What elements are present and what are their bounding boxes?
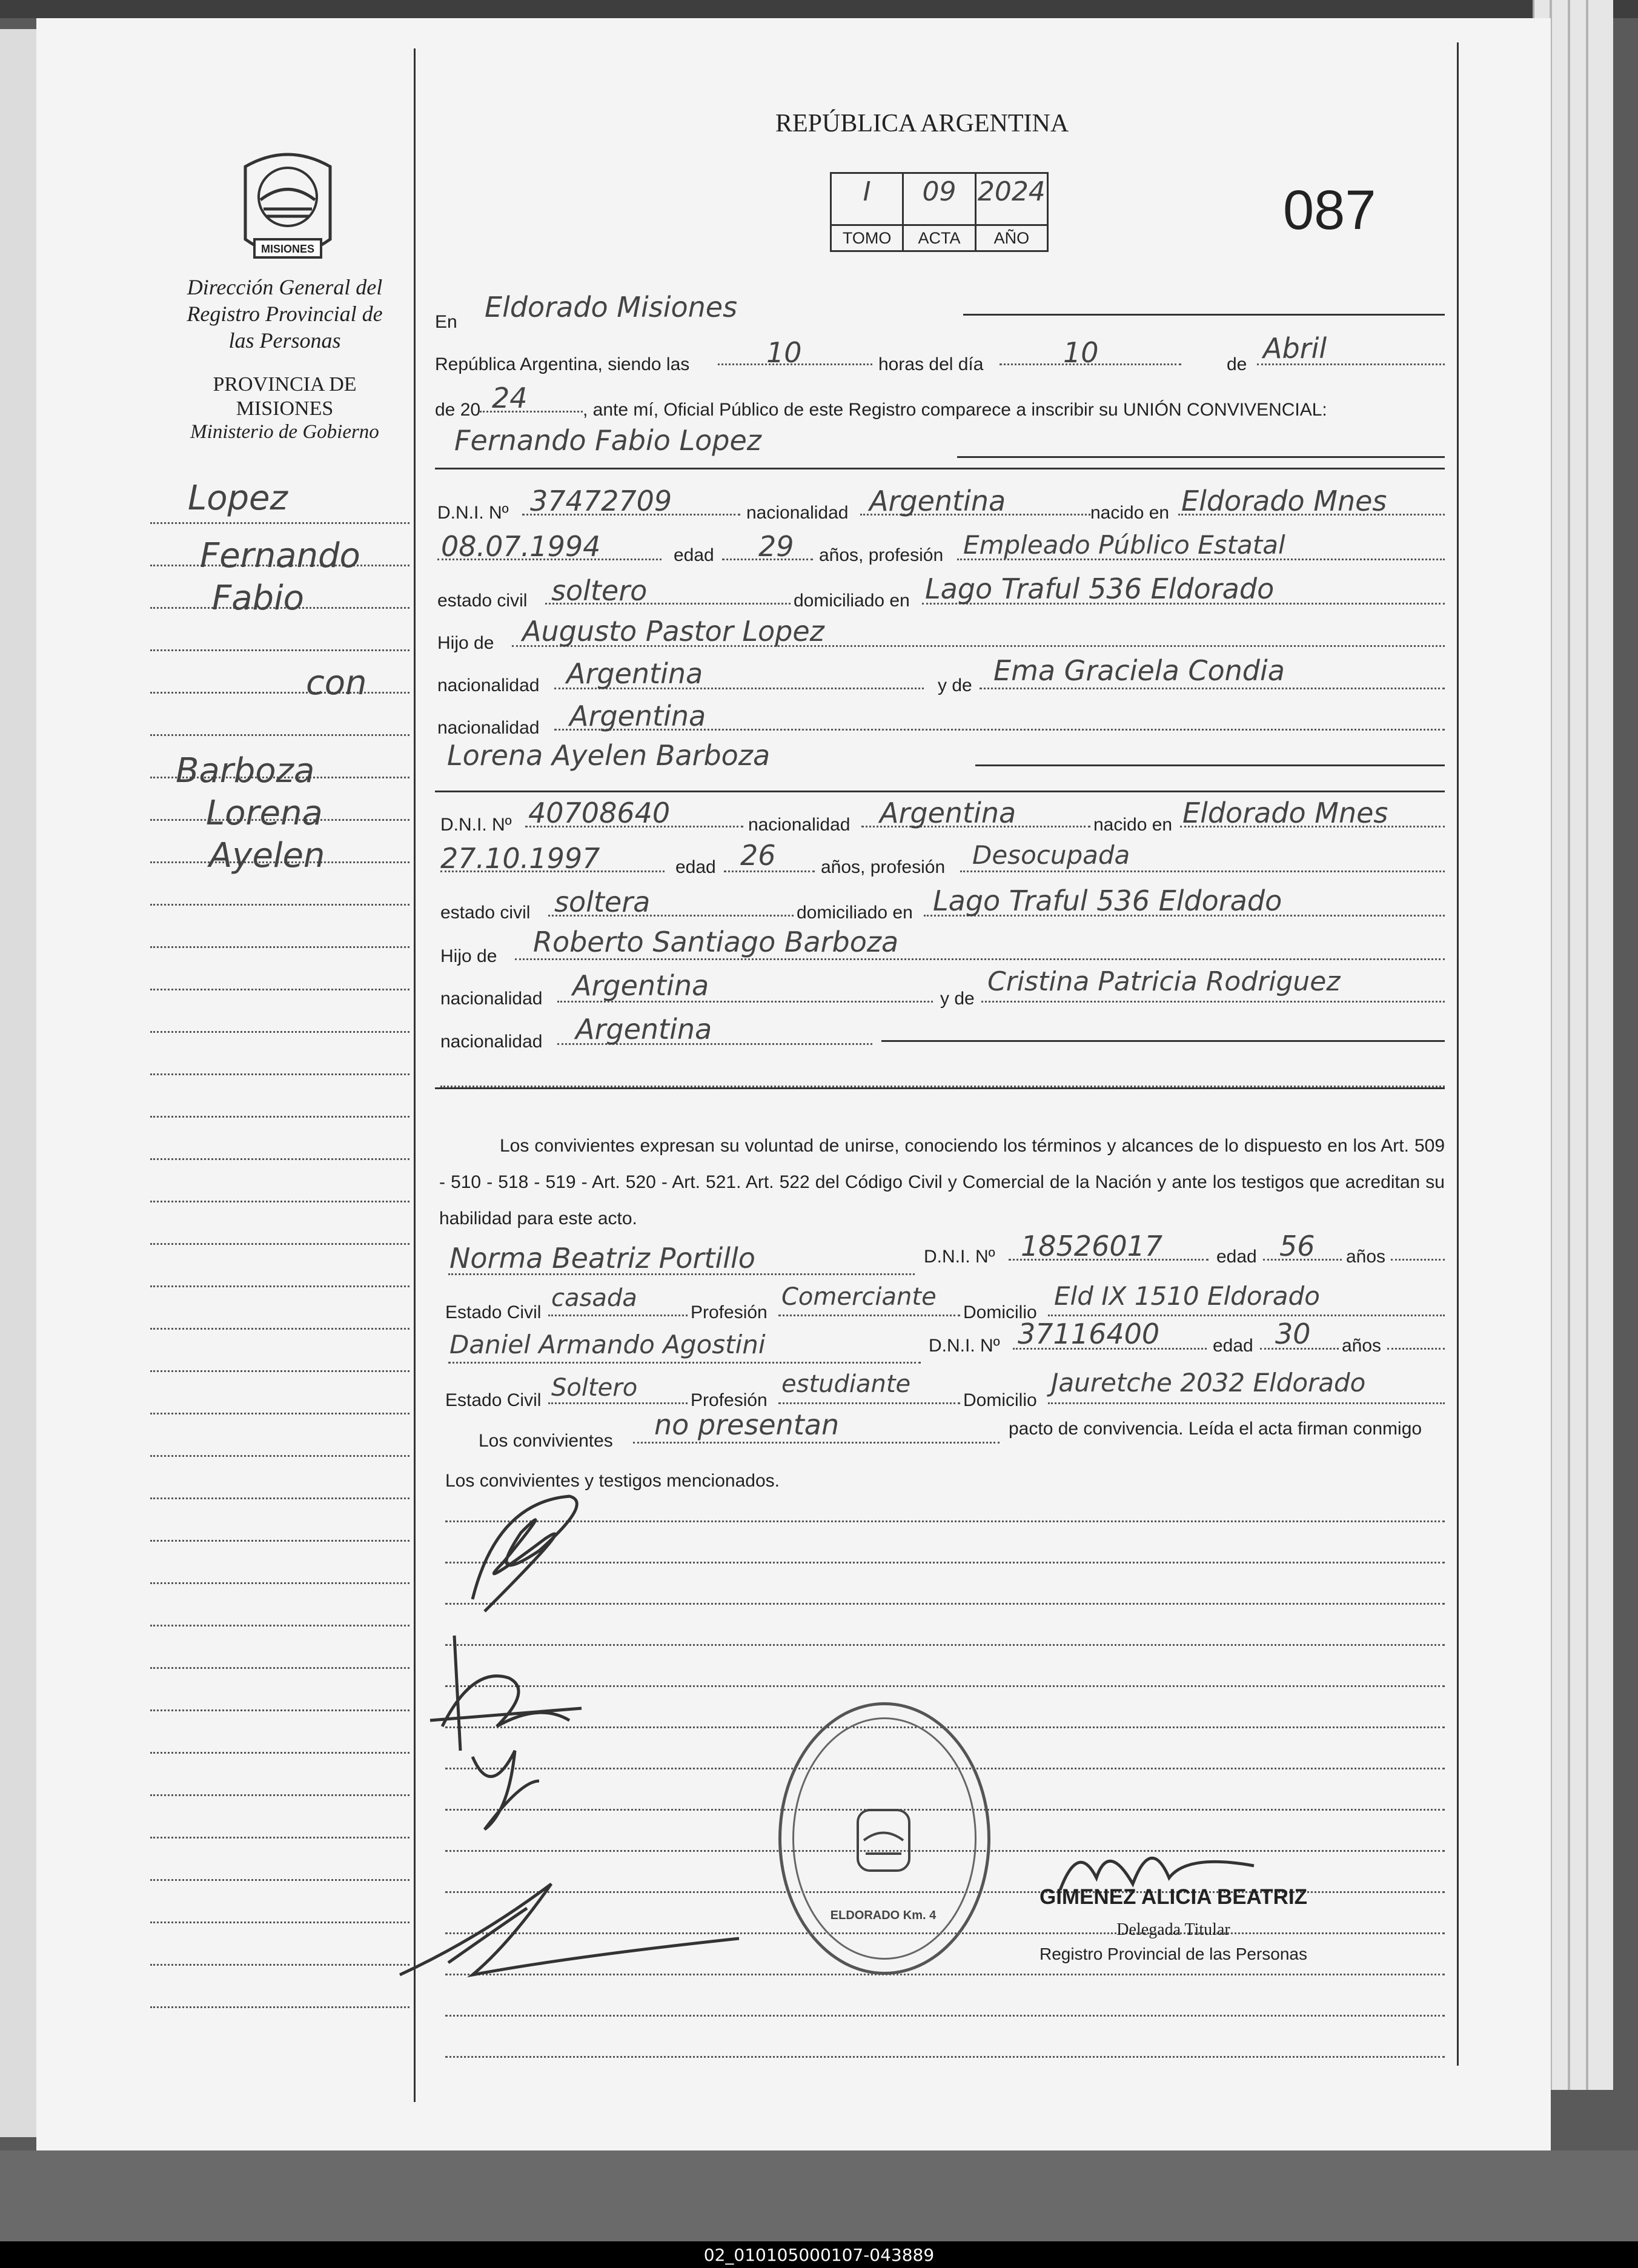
official-title: Delegada Titular: [1116, 1920, 1230, 1939]
p1-civil: soltero: [551, 574, 648, 607]
w1-dni: 18526017: [1021, 1230, 1163, 1262]
margin-dotted-line: [150, 1073, 409, 1075]
person1-name: Fernando Fabio Lopez: [454, 424, 761, 457]
margin-note-0: Lopez: [188, 479, 288, 518]
p2-birthplace: Eldorado Mnes: [1182, 797, 1388, 829]
tomo-value: I: [863, 176, 871, 207]
w1-civil: casada: [551, 1284, 637, 1312]
margin-dotted-line: [150, 522, 409, 524]
year-value: 24: [492, 382, 528, 414]
p1-fnac-label: nacionalidad: [437, 675, 540, 695]
margin-note-6: Ayelen: [209, 836, 325, 875]
margin-dotted-line: [150, 1667, 409, 1669]
p2-nationality: Argentina: [880, 797, 1016, 829]
p2-mother: Cristina Patricia Rodriguez: [987, 966, 1341, 997]
margin-dotted-line: [150, 1582, 409, 1584]
margin-note-2: Fabio: [212, 579, 304, 618]
w2-address: Jauretche 2032 Eldorado: [1051, 1368, 1366, 1398]
month-value: Abril: [1263, 332, 1327, 365]
de-label: de: [1227, 354, 1247, 374]
p1-father-nationality: Argentina: [566, 657, 703, 690]
p1-birthdate: 08.07.1994: [441, 530, 601, 563]
p1-dom-label: domiciliado en: [794, 591, 910, 611]
margin-dotted-line: [150, 989, 409, 990]
w2-edad-label: edad: [1213, 1336, 1253, 1356]
w2-name: Daniel Armando Agostini: [449, 1330, 766, 1359]
margin-dotted-line: [150, 1794, 409, 1796]
w1-name: Norma Beatriz Portillo: [449, 1242, 755, 1275]
republica-label: República Argentina, siendo las: [435, 354, 690, 374]
p1-nac-label: nacionalidad: [746, 503, 849, 523]
official-office: Registro Provincial de las Personas: [1040, 1945, 1307, 1963]
w2-dni-label: D.N.I. Nº: [929, 1336, 1000, 1356]
pact-value: no presentan: [654, 1408, 840, 1441]
p1-birthplace: Eldorado Mnes: [1181, 485, 1387, 517]
margin-dotted-line: [150, 1285, 409, 1287]
institution-name: Dirección General del Registro Provincial de las Personas: [187, 275, 383, 353]
top-background: [0, 0, 1638, 18]
margin-dotted-line: [150, 1328, 409, 1330]
intro-text: , ante mí, Oficial Público de este Registro comparece a inscribir su UNIÓN CONVIVENCIAL:: [583, 400, 1327, 420]
p1-yde-label: y de: [938, 675, 972, 695]
p1-estado-label: estado civil: [437, 591, 528, 611]
margin-note-5: Lorena: [206, 794, 323, 833]
p1-nacido-label: nacido en: [1090, 503, 1170, 523]
anio-value: 2024: [977, 176, 1046, 207]
image-caption: 02_010105000107-043889: [703, 2245, 935, 2265]
p2-profession: Desocupada: [972, 840, 1130, 870]
province-name: PROVINCIA DE MISIONES: [213, 373, 357, 420]
w1-prof-label: Profesión: [691, 1302, 768, 1322]
p1-dni-label: D.N.I. Nº: [437, 503, 509, 523]
w2-anos-label: años: [1342, 1336, 1382, 1356]
pact-label: Los convivientes: [479, 1431, 613, 1451]
p1-address: Lago Traful 536 Eldorado: [925, 572, 1275, 605]
p1-nationality: Argentina: [869, 485, 1006, 517]
w1-address: Eld IX 1510 Eldorado: [1054, 1281, 1320, 1311]
margin-dotted-line: [150, 1625, 409, 1626]
margin-dotted-line: [150, 1540, 409, 1542]
p1-father: Augusto Pastor Lopez: [522, 615, 824, 648]
p2-age: 26: [740, 839, 776, 872]
margin-dotted-line: [150, 734, 409, 736]
ministry-name: Ministerio de Gobierno: [190, 421, 379, 443]
horas-label: horas del día: [878, 354, 984, 374]
margin-dotted-line: [150, 1201, 409, 1202]
official-name: GIMENEZ ALICIA BEATRIZ: [1039, 1885, 1307, 1909]
pact-suffix: pacto de convivencia. Leída el acta firman conmigo: [1009, 1419, 1422, 1439]
body-dotted-line: [445, 2056, 1445, 2058]
margin-dotted-line: [150, 1243, 409, 1245]
p2-father-nationality: Argentina: [572, 969, 709, 1002]
p2-nacido-label: nacido en: [1093, 815, 1173, 835]
w1-estado-label: Estado Civil: [445, 1302, 542, 1322]
p2-address: Lago Traful 536 Eldorado: [933, 884, 1282, 917]
p2-estado-label: estado civil: [440, 903, 531, 923]
p1-mother-nationality: Argentina: [569, 700, 706, 732]
right-frame-line: [1457, 42, 1459, 2066]
margin-dotted-line: [150, 692, 409, 694]
p2-edad-label: edad: [675, 857, 716, 877]
w1-age: 56: [1279, 1230, 1315, 1262]
w1-dni-label: D.N.I. Nº: [924, 1247, 995, 1267]
margin-dotted-line: [150, 1879, 409, 1881]
body-dotted-line: [445, 2015, 1445, 2017]
p1-age: 29: [758, 530, 794, 563]
margin-dotted-line: [150, 1497, 409, 1499]
acta-value: 09: [922, 176, 957, 207]
margin-dotted-line: [150, 2006, 409, 2008]
province-emblem-icon: [233, 148, 342, 273]
p1-edad-label: edad: [674, 545, 714, 565]
p1-dni: 37472709: [530, 485, 672, 517]
p2-mother-nationality: Argentina: [575, 1013, 712, 1046]
folio-number: 087: [1283, 179, 1376, 241]
w2-civil: Soltero: [551, 1374, 638, 1402]
p2-fnac-label: nacionalidad: [440, 989, 543, 1009]
margin-dotted-line: [150, 1413, 409, 1414]
year-prefix: de 20: [435, 400, 481, 420]
w2-prof-label: Profesión: [691, 1390, 768, 1410]
place-value: Eldorado Misiones: [485, 291, 738, 323]
p1-mother: Ema Graciela Condia: [993, 654, 1285, 687]
p1-hijo-label: Hijo de: [437, 633, 494, 653]
w1-profession: Comerciante: [781, 1283, 937, 1311]
margin-dotted-line: [150, 1031, 409, 1033]
tomo-label: TOMO: [832, 224, 902, 250]
p2-mnac-label: nacionalidad: [440, 1032, 543, 1052]
svg-text:ELDORADO Km. 4: ELDORADO Km. 4: [830, 1909, 937, 1922]
margin-note-1: Fernando: [200, 536, 360, 575]
hour-value: 10: [766, 336, 802, 369]
p1-mnac-label: nacionalidad: [437, 718, 540, 738]
p2-yde-label: y de: [940, 989, 975, 1009]
en-label: En: [435, 312, 457, 332]
w1-dom-label: Domicilio: [963, 1302, 1037, 1322]
margin-dotted-line: [150, 1455, 409, 1457]
official-seal: [778, 1702, 990, 1975]
margin-dotted-line: [150, 1964, 409, 1966]
p1-anos-label: años, profesión: [819, 545, 944, 565]
signature-1: [448, 1478, 600, 1626]
person2-name: Lorena Ayelen Barboza: [447, 739, 771, 772]
p2-hijo-label: Hijo de: [440, 946, 497, 966]
p2-dni: 40708640: [528, 797, 671, 829]
svg-text:MISIONES: MISIONES: [260, 243, 315, 255]
w1-anos-label: años: [1346, 1247, 1386, 1267]
p2-nac-label: nacionalidad: [748, 815, 850, 835]
margin-note-3: con: [306, 663, 367, 703]
margin-dotted-line: [150, 904, 409, 906]
p2-birthdate: 27.10.1997: [440, 842, 600, 875]
margin-dotted-line: [150, 1116, 409, 1118]
p2-anos-label: años, profesión: [821, 857, 946, 877]
margin-dotted-line: [150, 1370, 409, 1372]
margin-dotted-line: [150, 1752, 409, 1754]
bottom-background: [0, 2150, 1638, 2241]
declaration-text: Los convivientes expresan su voluntad de unirse, conociendo los términos y alcances de lo dispuesto en los Art. 509 - 510 - 518 - 519 - Art. 520 - Art. 521. Art. 522 del Código Civil y Comercial de la Nación y ante los testigos que acreditan su habilidad para este acto.: [439, 1136, 1445, 1228]
p1-profession: Empleado Público Estatal: [963, 530, 1285, 560]
margin-dotted-line: [150, 1837, 409, 1839]
p2-father: Roberto Santiago Barboza: [533, 926, 899, 958]
pact-line2: Los convivientes y testigos mencionados.: [445, 1471, 780, 1491]
margin-dotted-line: [150, 1158, 409, 1160]
country-title: REPÚBLICA ARGENTINA: [775, 110, 1069, 138]
margin-dotted-line: [150, 649, 409, 651]
w2-estado-label: Estado Civil: [445, 1390, 542, 1410]
signature-2: [418, 1630, 600, 1863]
w2-dni: 37116400: [1018, 1318, 1160, 1350]
w2-age: 30: [1275, 1318, 1311, 1350]
p2-civil: soltera: [554, 886, 651, 918]
w2-dom-label: Domicilio: [963, 1390, 1037, 1410]
anio-label: AÑO: [976, 224, 1047, 250]
p2-dni-label: D.N.I. Nº: [440, 815, 512, 835]
signature-3: [388, 1872, 751, 1996]
w2-profession: estudiante: [781, 1370, 911, 1398]
caption-bar: [0, 2241, 1638, 2268]
acta-label: ACTA: [904, 224, 974, 250]
day-value: 10: [1063, 336, 1099, 369]
margin-note-4: Barboza: [176, 751, 315, 791]
w1-edad-label: edad: [1216, 1247, 1257, 1267]
margin-dotted-line: [150, 946, 409, 948]
registry-box: [830, 172, 1049, 252]
p2-dom-label: domiciliado en: [797, 903, 913, 923]
margin-dotted-line: [150, 1709, 409, 1711]
left-frame-line: [414, 48, 416, 2102]
margin-dotted-line: [150, 1921, 409, 1923]
